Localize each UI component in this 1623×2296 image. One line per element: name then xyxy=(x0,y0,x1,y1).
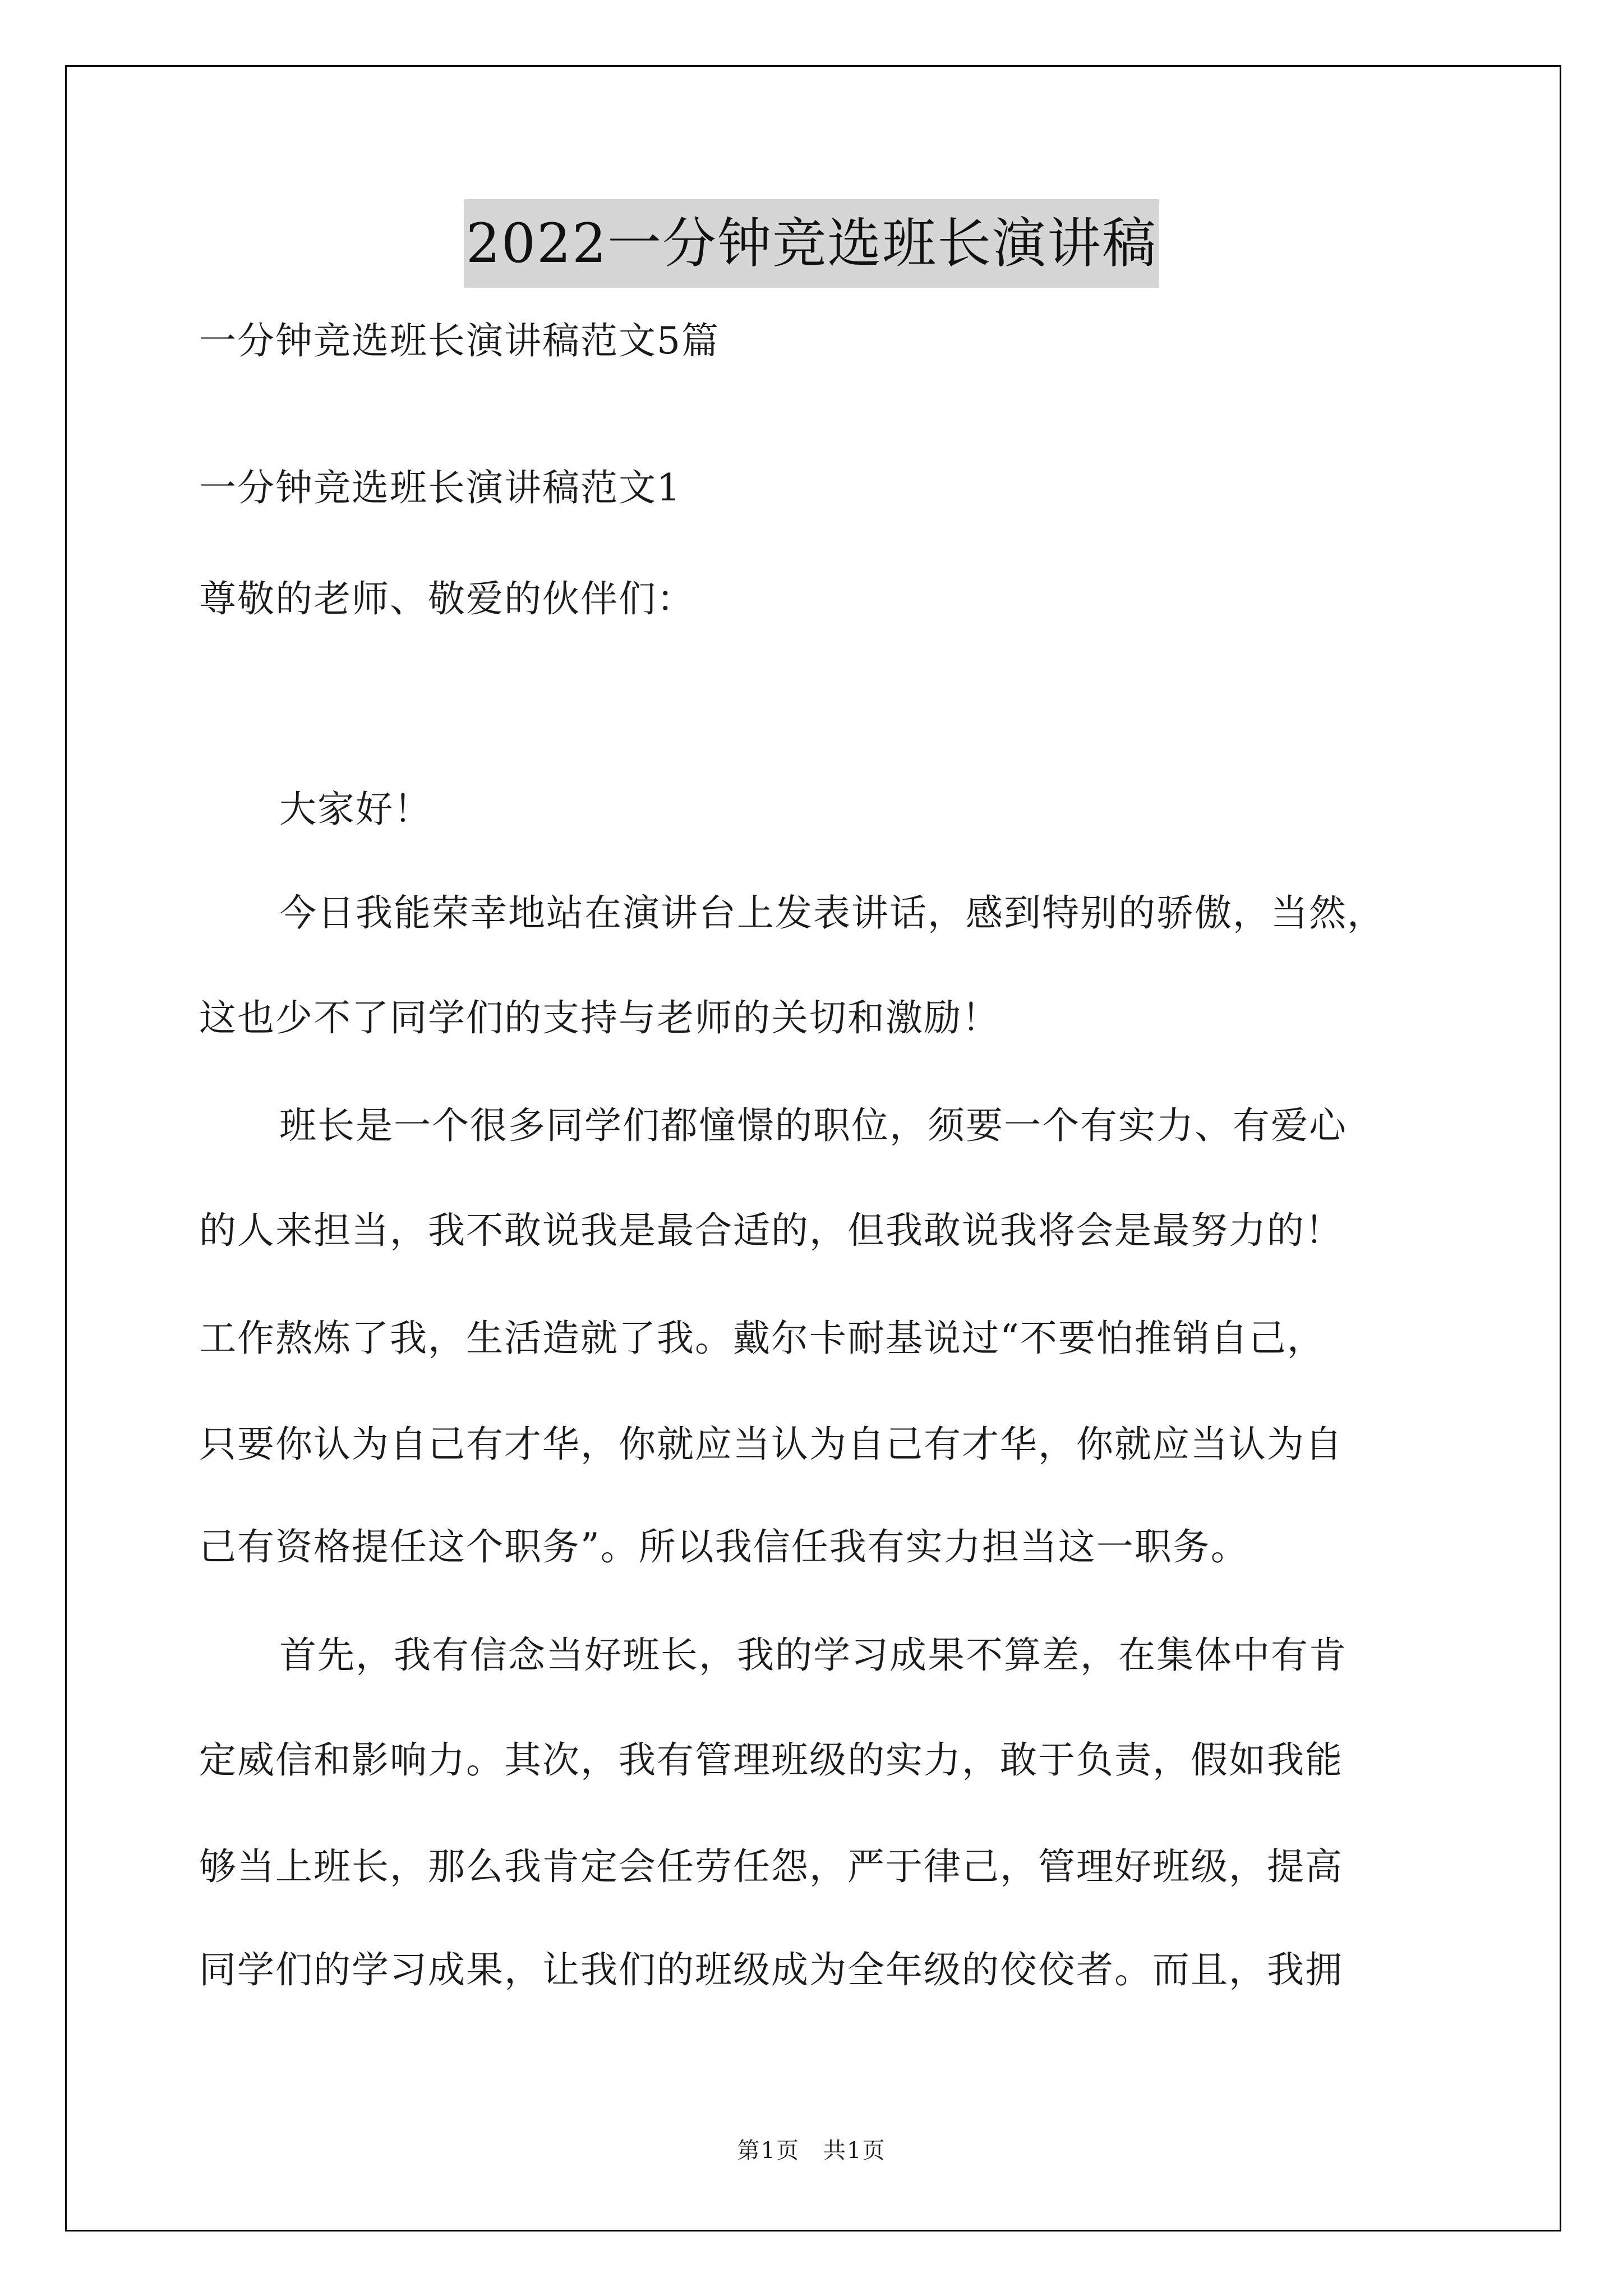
paragraph-line: 的人来担当，我不敢说我是最合适的，但我敢说我将会是最努力的！ xyxy=(199,1209,1343,1252)
paragraph-line: 首先，我有信念当好班长，我的学习成果不算差，在集体中有肯 xyxy=(279,1634,1347,1677)
document-subtitle: 一分钟竞选班长演讲稿范文5篇 xyxy=(199,319,720,362)
paragraph-line: 定威信和影响力。其次，我有管理班级的实力，敢于负责，假如我能 xyxy=(199,1738,1343,1782)
paragraph-line: 只要你认为自己有才华，你就应当认为自己有才华，你就应当认为自 xyxy=(199,1423,1343,1466)
paragraph-line: 今日我能荣幸地站在演讲台上发表讲话，感到特别的骄傲，当然， xyxy=(279,891,1385,935)
salutation: 尊敬的老师、敬爱的伙伴们： xyxy=(199,577,695,620)
paragraph-line: 够当上班长，那么我肯定会任劳任怨，严于律己，管理好班级，提高 xyxy=(199,1845,1343,1888)
page-footer: 第1页 共1页 xyxy=(737,2138,886,2164)
paragraph-line: 己有资格提任这个职务”。所以我信任我有实力担当这一职务。 xyxy=(199,1525,1249,1568)
section-heading: 一分钟竞选班长演讲稿范文1 xyxy=(199,466,681,509)
paragraph-line: 这也少不了同学们的支持与老师的关切和激励！ xyxy=(199,996,1000,1039)
document-title: 2022一分钟竞选班长演讲稿 xyxy=(464,199,1159,288)
paragraph-line: 大家好！ xyxy=(279,788,432,831)
paragraph-line: 班长是一个很多同学们都憧憬的职位，须要一个有实力、有爱心 xyxy=(279,1104,1347,1147)
paragraph-line: 同学们的学习成果，让我们的班级成为全年级的佼佼者。而且，我拥 xyxy=(199,1948,1343,1991)
title-container xyxy=(0,199,1623,288)
paragraph-line: 工作熬炼了我，生活造就了我。戴尔卡耐基说过“不要怕推销自己， xyxy=(199,1317,1325,1360)
